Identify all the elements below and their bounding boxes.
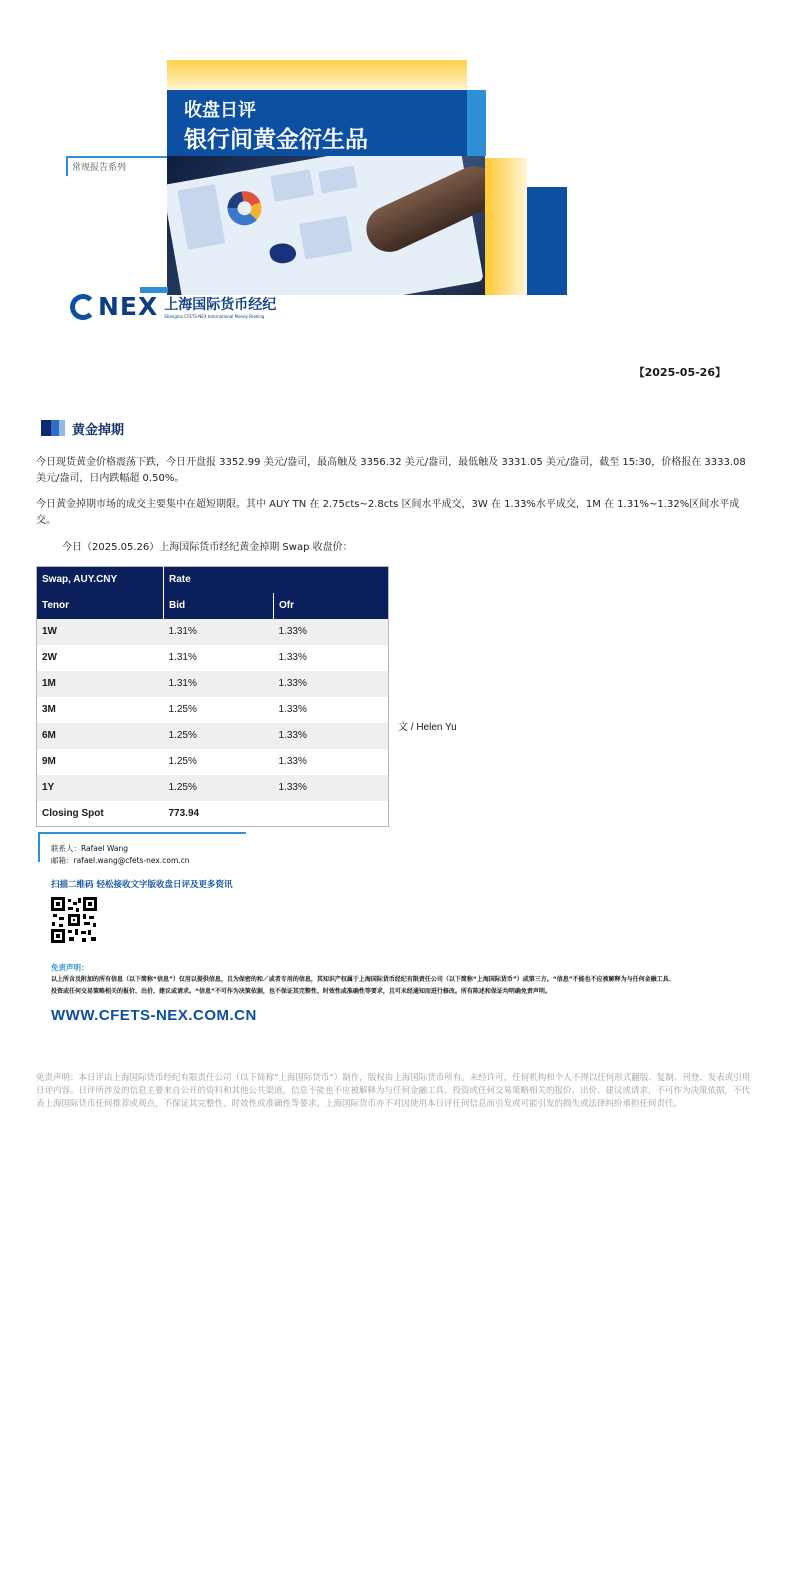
scan-qr-prompt: 扫描二维码 轻松接收文字版收盘日评及更多资讯 bbox=[51, 880, 233, 890]
company-logo bbox=[70, 292, 276, 321]
disclaimer-body: 以上所含及附加的所有信息（以下简称“信息”）仅用以提供信息，且为保密的和／或者专用的信息，其知识产权属于上海国际货币经纪有限责任公司（以下简称“上海国际货币”）或第三方。“信息”不能也不应被解释为与任何金融工具、 投资或任何交易策略相关的报价、出价、建议或请求。“信息”不可作为决策依据，也不保证其完整性、时效性或准确性等要求，且可未经通知而进行修改。所有陈述和保证均明确免责声明。 bbox=[51, 976, 675, 995]
contact-block bbox=[51, 843, 190, 867]
bid-header: Bid bbox=[164, 593, 274, 619]
ofr-header: Ofr bbox=[274, 593, 389, 619]
tenor-cell: 6M bbox=[37, 723, 164, 749]
tenor-cell: 3M bbox=[42, 704, 56, 715]
tenor-header: Tenor bbox=[37, 593, 164, 619]
closing-spot-row bbox=[37, 801, 389, 827]
table-row bbox=[37, 749, 389, 775]
swap-rate-table bbox=[36, 566, 389, 827]
series-divider bbox=[66, 156, 167, 158]
logo-c-icon bbox=[70, 294, 96, 320]
logo-nex-text: NEX bbox=[98, 292, 159, 321]
bid-cell: 1.31% bbox=[164, 619, 274, 645]
author-credit: 文 / Helen Yu bbox=[398, 722, 457, 733]
market-summary-paragraph: 今日现货黄金价格震荡下跌，今日开盘报 3352.99 美元/盎司，最高触及 3356.32 美元/盎司，最低触及 3331.05 美元/盎司，截至 15:30，价格报在 3333.08 美元/盎司，日内跌幅超 0.50%。 bbox=[36, 457, 746, 484]
closing-spot-value: 773.94 bbox=[168, 807, 200, 819]
table-row bbox=[37, 697, 389, 723]
ofr-cell: 1.33% bbox=[278, 704, 307, 715]
table-row bbox=[37, 671, 389, 697]
ofr-cell: 1.33% bbox=[274, 671, 389, 697]
table-row bbox=[37, 775, 389, 801]
table-row bbox=[37, 723, 389, 749]
section-bars-icon bbox=[41, 420, 65, 436]
bid-cell: 1.25% bbox=[164, 723, 274, 749]
closing-spot-label: Closing Spot bbox=[42, 807, 104, 819]
contact-divider bbox=[38, 832, 246, 834]
tenor-cell: 9M bbox=[42, 756, 56, 767]
qr-code-icon bbox=[51, 897, 97, 943]
ofr-cell: 1.33% bbox=[278, 652, 307, 663]
instrument-header: Swap, AUY.CNY bbox=[37, 567, 164, 593]
table-subheader-row bbox=[37, 593, 389, 619]
ofr-cell: 1.33% bbox=[274, 619, 389, 645]
table-row bbox=[37, 619, 389, 645]
tenor-cell: 1W bbox=[37, 619, 164, 645]
section-title: 黄金掉期 bbox=[72, 423, 125, 438]
tenor-cell: 2W bbox=[42, 652, 57, 663]
banner-accent-strip bbox=[467, 90, 486, 156]
tenor-cell: 1Y bbox=[37, 775, 164, 801]
ofr-cell: 1.33% bbox=[278, 756, 307, 767]
ofr-cell: 1.33% bbox=[274, 775, 389, 801]
ofr-cell: 1.33% bbox=[274, 723, 389, 749]
banner-yellow-bar bbox=[167, 60, 467, 90]
bid-cell: 1.25% bbox=[168, 756, 197, 767]
tenor-cell: 1M bbox=[37, 671, 164, 697]
logo-chinese-name: 上海国际货币经纪 bbox=[164, 297, 277, 313]
banner-yellow-block bbox=[485, 158, 527, 295]
bid-cell: 1.25% bbox=[164, 775, 274, 801]
bid-cell: 1.25% bbox=[168, 704, 197, 715]
table-row bbox=[37, 645, 389, 671]
disclaimer-title: 免责声明： bbox=[51, 963, 89, 972]
bid-cell: 1.31% bbox=[164, 671, 274, 697]
rate-header: Rate bbox=[164, 567, 389, 593]
report-date: 【2025-05-26】 bbox=[633, 366, 726, 379]
logo-english-name: Shanghai CFETS-NEX International Money Broking bbox=[164, 314, 265, 319]
table-header-row bbox=[37, 567, 389, 593]
contact-email: 邮箱：rafael.wang@cfets-nex.com.cn bbox=[51, 856, 190, 865]
banner-photo bbox=[167, 156, 485, 295]
series-label: 常规报告系列 bbox=[72, 163, 127, 173]
contact-person: 联系人：Rafael Wang bbox=[51, 844, 129, 853]
report-title: 银行间黄金衍生品 bbox=[184, 127, 368, 153]
banner-blue-block bbox=[527, 187, 567, 295]
bottom-disclaimer: 免责声明：本日评由上海国际货币经纪有限责任公司（以下简称“上海国际货币”）制作，版权由上海国际货币所有。未经许可，任何机构和个人不得以任何形式翻版、复制、刊登、发表或引用日评内容。日评所涉及的信息主要来自公开的资料和其他公共渠道，信息不能也不应被解释为与任何金融工具、投资或任何交易策略相关的报价、出价、建议或请求，不可作为决策依据，不代表上海国际货币任何推荐或观点，不保证其完整性、时效性或准确性等要求。上海国际货币亦不对因使用本日评任何信息而引发或可能引发的损失或法律纠纷承担任何责任。 bbox=[36, 1073, 751, 1109]
bid-cell: 1.31% bbox=[168, 652, 197, 663]
website-link[interactable]: WWW.CFETS-NEX.COM.CN bbox=[51, 1007, 257, 1024]
report-type-title: 收盘日评 bbox=[184, 100, 256, 121]
trade-summary-paragraph: 今日黄金掉期市场的成交主要集中在超短期限。其中 AUY TN 在 2.75cts~2.8cts 区间水平成交，3W 在 1.33%水平成交，1M 在 1.31%~1.32%区间水平成交。 bbox=[36, 499, 740, 526]
map-graphic-icon bbox=[268, 241, 297, 265]
table-intro-paragraph: 今日（2025.05.26）上海国际货币经纪黄金掉期 Swap 收盘价： bbox=[62, 542, 353, 553]
